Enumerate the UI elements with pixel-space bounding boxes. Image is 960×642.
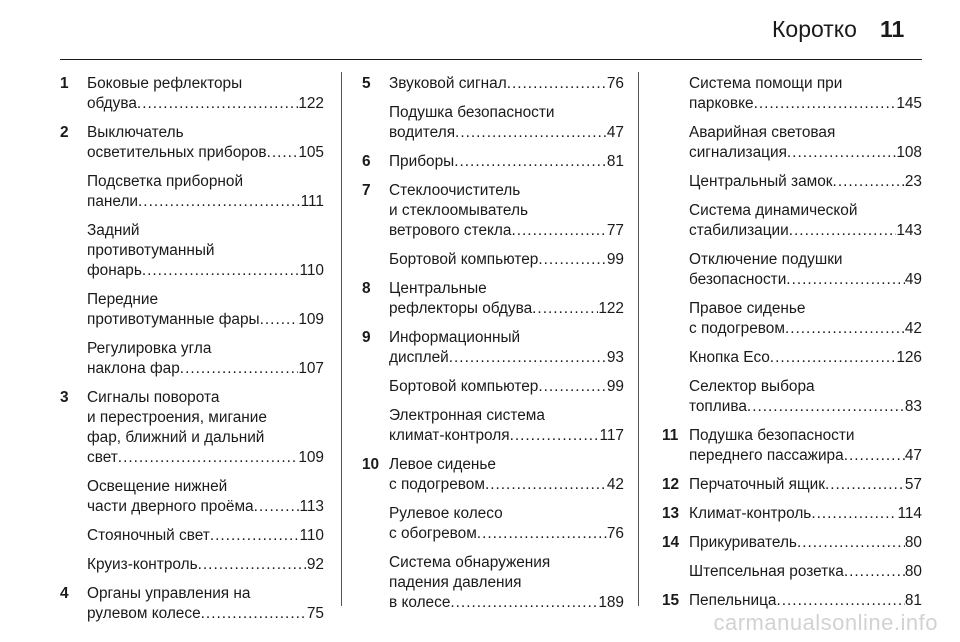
callout-number: 8 (362, 280, 371, 297)
dot-leader (532, 299, 598, 319)
entry-text (87, 339, 324, 379)
dot-leader (142, 261, 300, 281)
entry-last-line (389, 123, 624, 143)
entry-text (389, 455, 624, 495)
entry-label-line: с подогревом (389, 476, 485, 493)
entry-label-line: топлива (689, 398, 747, 415)
index-entry (60, 123, 324, 163)
dot-leader (785, 319, 905, 339)
index-entry (60, 526, 324, 546)
entry-label-line: Стеклоочиститель (389, 182, 521, 199)
index-entry (362, 152, 624, 172)
page-reference: 42 (904, 320, 922, 337)
page-reference: 122 (298, 95, 324, 112)
index-entry (362, 377, 624, 397)
dot-leader (477, 524, 607, 544)
entry-last-line (689, 475, 922, 495)
entry-label-line: противотуманные фары (87, 311, 260, 328)
index-entry (362, 279, 624, 319)
entry-label-line: климат-контроля (389, 427, 510, 444)
index-entry (662, 377, 922, 417)
entry-text (689, 475, 922, 495)
index-entry (362, 328, 624, 368)
page-reference: 117 (599, 427, 624, 444)
entry-label-line: Звуковой сигнал (389, 75, 507, 92)
callout-number: 3 (60, 389, 69, 406)
entry-text (87, 221, 324, 281)
entry-label-line: панели (87, 193, 139, 210)
dot-leader (455, 123, 607, 143)
index-entry (662, 591, 922, 611)
entry-last-line (87, 604, 324, 624)
callout-number: 6 (362, 153, 371, 170)
index-entry (662, 299, 922, 339)
entry-last-line (689, 270, 922, 290)
dot-leader (210, 526, 300, 546)
entry-last-line (389, 250, 624, 270)
dot-leader (485, 475, 607, 495)
index-entry (662, 201, 922, 241)
entry-text (689, 426, 922, 466)
entry-text (689, 299, 922, 339)
entry-label-line: Система обнаружения (389, 554, 551, 571)
page-reference: 189 (598, 594, 624, 611)
entry-last-line (389, 152, 624, 172)
page-reference: 107 (298, 360, 324, 377)
entry-label-line: ветрового стекла (389, 222, 512, 239)
entry-label-line: Регулировка угла (87, 340, 212, 357)
entry-text (689, 123, 922, 163)
entry-label-line: Аварийная световая (689, 124, 836, 141)
entry-label-line: Селектор выбора (689, 378, 815, 395)
page-reference: 126 (896, 349, 922, 366)
entry-label-line: Центральный замок (689, 173, 833, 190)
entry-label-line: Левое сиденье (389, 456, 496, 473)
entry-text (689, 250, 922, 290)
callout-number: 12 (662, 476, 680, 493)
index-entry (662, 504, 922, 524)
entry-last-line (87, 94, 324, 114)
entry-text (689, 533, 922, 553)
entry-label-line: Боковые рефлекторы (87, 75, 243, 92)
entry-label-line: и перестроения, мигание (87, 409, 267, 426)
entry-text (87, 388, 324, 468)
entry-last-line (389, 475, 624, 495)
dot-leader (538, 377, 607, 397)
index-entry (60, 290, 324, 330)
entry-label-line: рефлекторы обдува (389, 300, 533, 317)
entry-last-line (87, 310, 324, 330)
dot-leader (797, 533, 905, 553)
entry-text (87, 172, 324, 212)
callout-number: 10 (362, 456, 380, 473)
page-reference: 80 (904, 563, 922, 580)
index-entry (362, 103, 624, 143)
index-entry (662, 123, 922, 163)
dot-leader (454, 152, 607, 172)
index-entry (60, 339, 324, 379)
entry-text (389, 152, 624, 172)
callout-number: 1 (60, 75, 69, 92)
index-entry (60, 555, 324, 575)
callout-number: 7 (362, 182, 371, 199)
index-entry (60, 477, 324, 517)
entry-label-line: Задний (87, 222, 140, 239)
dot-leader (511, 221, 606, 241)
dot-leader (137, 94, 298, 114)
entry-text (389, 406, 624, 446)
entry-label-line: дисплей (389, 349, 449, 366)
callout-number: 13 (662, 505, 680, 522)
entry-last-line (689, 94, 922, 114)
dot-leader (787, 143, 896, 163)
dot-leader (267, 143, 299, 163)
entry-last-line (689, 591, 922, 611)
page-reference: 23 (904, 173, 922, 190)
entry-last-line (689, 172, 922, 192)
page-reference: 111 (300, 193, 324, 210)
entry-text (87, 555, 324, 575)
entry-last-line (87, 261, 324, 281)
entry-last-line (689, 319, 922, 339)
index-entry (60, 74, 324, 114)
page-reference: 47 (904, 447, 922, 464)
dot-leader (844, 562, 905, 582)
index-entry (662, 74, 922, 114)
entry-text (689, 591, 922, 611)
page-reference: 113 (299, 498, 324, 515)
page-reference: 47 (606, 124, 624, 141)
entry-label-line: Отключение подушки (689, 251, 843, 268)
entry-label-line: Выключатель (87, 124, 184, 141)
entry-text (87, 526, 324, 546)
page-reference: 110 (299, 262, 324, 279)
entry-last-line (689, 533, 922, 553)
entry-label-line: падения давления (389, 574, 522, 591)
index-entry (362, 504, 624, 544)
page-reference: 108 (896, 144, 922, 161)
entry-text (389, 553, 624, 613)
page-reference: 109 (298, 449, 324, 466)
entry-last-line (87, 497, 324, 517)
entry-text (389, 103, 624, 143)
entry-text (389, 377, 624, 397)
entry-text (689, 74, 922, 114)
index-entry (662, 250, 922, 290)
entry-label-line: в колесе (389, 594, 451, 611)
column-divider (638, 72, 639, 606)
entry-text (389, 328, 624, 368)
entry-last-line (87, 192, 324, 212)
dot-leader (450, 593, 598, 613)
entry-text (389, 181, 624, 241)
entry-label-line: Система динамической (689, 202, 858, 219)
page-reference: 105 (298, 144, 324, 161)
index-column-2 (362, 74, 624, 622)
entry-text (389, 279, 624, 319)
index-entry (662, 348, 922, 368)
callout-number: 9 (362, 329, 371, 346)
page-reference: 57 (904, 476, 922, 493)
page-reference: 114 (897, 505, 922, 522)
dot-leader (260, 310, 299, 330)
index-entry (662, 172, 922, 192)
entry-last-line (689, 348, 922, 368)
entry-text (689, 201, 922, 241)
entry-last-line (389, 221, 624, 241)
index-entry (60, 221, 324, 281)
entry-text (689, 562, 922, 582)
entry-label-line: Передние (87, 291, 159, 308)
entry-label-line: Подсветка приборной (87, 173, 244, 190)
page-reference: 109 (298, 311, 324, 328)
callout-number: 11 (662, 427, 679, 444)
entry-label-line: Освещение нижней (87, 478, 228, 495)
dot-leader (754, 94, 897, 114)
entry-label-line: Подушка безопасности (689, 427, 855, 444)
dot-leader (789, 221, 897, 241)
entry-label-line: противотуманный (87, 242, 215, 259)
entry-label-line: Центральные (389, 280, 487, 297)
callout-number: 4 (60, 585, 69, 602)
section-title: Коротко (772, 16, 857, 42)
page-reference: 145 (896, 95, 922, 112)
entry-last-line (87, 555, 324, 575)
dot-leader (776, 591, 904, 611)
entry-label-line: Кнопка Eco (689, 349, 770, 366)
page-reference: 81 (606, 153, 624, 170)
page-header (0, 0, 960, 60)
entry-last-line (689, 143, 922, 163)
entry-label-line: фонарь (87, 262, 142, 279)
watermark: carmanualsonline.info (713, 610, 938, 635)
index-entry (662, 562, 922, 582)
entry-text (389, 74, 624, 94)
entry-last-line (389, 426, 624, 446)
entry-label-line: Прикуриватель (689, 534, 797, 551)
entry-last-line (389, 593, 624, 613)
entry-label-line: стабилизации (689, 222, 789, 239)
index-entry (60, 584, 324, 624)
index-entry (362, 553, 624, 613)
dot-leader (786, 270, 905, 290)
entry-text (87, 123, 324, 163)
header-rule (60, 59, 922, 60)
column-divider (341, 72, 342, 606)
entry-last-line (87, 359, 324, 379)
entry-last-line (389, 348, 624, 368)
index-column-3 (662, 74, 922, 620)
dot-leader (538, 250, 607, 270)
page-reference: 93 (606, 349, 624, 366)
dot-leader (449, 348, 607, 368)
dot-leader (201, 604, 307, 624)
callout-number: 15 (662, 592, 680, 609)
entry-label-line: Пепельница (689, 592, 777, 609)
page-reference: 92 (306, 556, 324, 573)
dot-leader (510, 426, 600, 446)
page-reference: 99 (606, 251, 624, 268)
entry-last-line (87, 448, 324, 468)
entry-label-line: с обогревом (389, 525, 477, 542)
entry-last-line (689, 397, 922, 417)
entry-last-line (689, 504, 922, 524)
page-reference: 99 (606, 378, 624, 395)
entry-label-line: Рулевое колесо (389, 505, 503, 522)
page-reference: 110 (299, 527, 324, 544)
entry-label-line: Электронная система (389, 407, 545, 424)
entry-text (689, 348, 922, 368)
entry-text (87, 477, 324, 517)
entry-label-line: Приборы (389, 153, 455, 170)
entry-label-line: сигнализация (689, 144, 787, 161)
entry-label-line: Информационный (389, 329, 521, 346)
index-entry (60, 388, 324, 468)
entry-text (689, 377, 922, 417)
callout-number: 2 (60, 124, 69, 141)
entry-label-line: Система помощи при (689, 75, 843, 92)
entry-label-line: Бортовой компьютер (389, 378, 539, 395)
entry-text (87, 74, 324, 114)
page-reference: 122 (598, 300, 624, 317)
entry-last-line (87, 143, 324, 163)
page-reference: 77 (606, 222, 624, 239)
entry-label-line: обдува (87, 95, 137, 112)
entry-last-line (389, 524, 624, 544)
dot-leader (844, 446, 905, 466)
dot-leader (180, 359, 299, 379)
dot-leader (198, 555, 307, 575)
index-entry (662, 426, 922, 466)
page-reference: 49 (904, 271, 922, 288)
entry-label-line: Климат-контроль (689, 505, 812, 522)
entry-label-line: водителя (389, 124, 456, 141)
entry-label-line: Стояночный свет (87, 527, 210, 544)
index-entry (362, 455, 624, 495)
entry-last-line (389, 299, 624, 319)
index-entry (362, 181, 624, 241)
entry-text (87, 584, 324, 624)
entry-label-line: свет (87, 449, 118, 466)
page-reference: 75 (306, 605, 324, 622)
page-reference: 42 (606, 476, 624, 493)
page-reference: 76 (606, 75, 624, 92)
entry-label-line: рулевом колесе (87, 605, 201, 622)
entry-text (689, 504, 922, 524)
entry-last-line (389, 377, 624, 397)
entry-label-line: Органы управления на (87, 585, 251, 602)
entry-text (389, 504, 624, 544)
entry-label-line: части дверного проёма (87, 498, 254, 515)
dot-leader (833, 172, 905, 192)
page-reference: 81 (904, 592, 922, 609)
index-entry (662, 475, 922, 495)
entry-text (87, 290, 324, 330)
entry-label-line: и стеклоомыватель (389, 202, 528, 219)
entry-label-line: безопасности (689, 271, 787, 288)
dot-leader (118, 448, 299, 468)
dot-leader (254, 497, 300, 517)
index-entry (662, 533, 922, 553)
entry-label-line: Бортовой компьютер (389, 251, 539, 268)
entry-label-line: переднего пассажира (689, 447, 844, 464)
dot-leader (811, 504, 897, 524)
entry-label-line: Штепсельная розетка (689, 563, 844, 580)
entry-last-line (689, 446, 922, 466)
entry-label-line: осветительных приборов (87, 144, 267, 161)
index-entry (362, 74, 624, 94)
entry-label-line: Круиз-контроль (87, 556, 198, 573)
entry-last-line (389, 74, 624, 94)
dot-leader (138, 192, 301, 212)
page-reference: 83 (904, 398, 922, 415)
entry-label-line: Перчаточный ящик (689, 476, 825, 493)
index-entry (362, 250, 624, 270)
index-column-1 (60, 74, 324, 633)
dot-leader (825, 475, 905, 495)
dot-leader (747, 397, 905, 417)
callout-number: 14 (662, 534, 680, 551)
entry-label-line: Правое сиденье (689, 300, 806, 317)
entry-label-line: с подогревом (689, 320, 785, 337)
entry-text (389, 250, 624, 270)
entry-label-line: парковке (689, 95, 754, 112)
entry-label-line: фар, ближний и дальний (87, 429, 265, 446)
entry-text (689, 172, 922, 192)
index-entry (362, 406, 624, 446)
callout-number: 5 (362, 75, 371, 92)
entry-last-line (689, 562, 922, 582)
page-reference: 143 (896, 222, 922, 239)
entry-label-line: Подушка безопасности (389, 104, 555, 121)
entry-label-line: Сигналы поворота (87, 389, 220, 406)
page-number: 11 (880, 16, 905, 42)
entry-label-line: наклона фар (87, 360, 180, 377)
index-entry (60, 172, 324, 212)
dot-leader (770, 348, 897, 368)
page-reference: 80 (904, 534, 922, 551)
dot-leader (507, 74, 607, 94)
entry-last-line (689, 221, 922, 241)
page-reference: 76 (606, 525, 624, 542)
entry-last-line (87, 526, 324, 546)
